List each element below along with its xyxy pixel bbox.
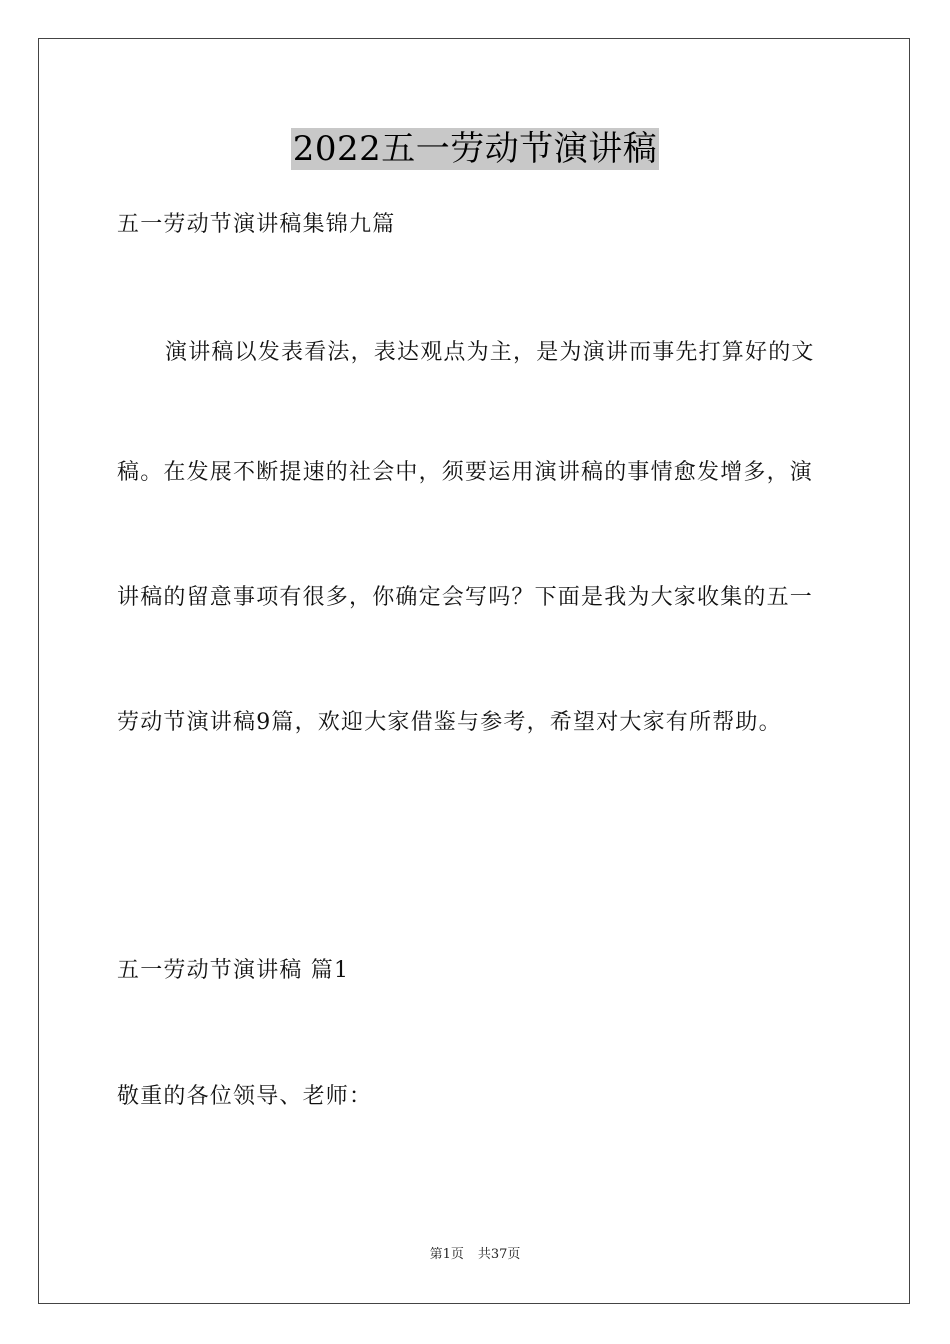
intro-paragraph-line: 稿。在发展不断提速的社会中，须要运用演讲稿的事情愈发增多，演 xyxy=(117,460,814,485)
intro-paragraph-line: 讲稿的留意事项有很多，你确定会写吗？下面是我为大家收集的五一 xyxy=(117,585,814,610)
document-subtitle: 五一劳动节演讲稿集锦九篇 xyxy=(117,212,396,237)
page-footer xyxy=(0,1246,950,1264)
intro-paragraph-line: 演讲稿以发表看法，表达观点为主，是为演讲而事先打算好的文 xyxy=(165,340,815,365)
title-container xyxy=(0,128,950,170)
salutation: 敬重的各位领导、老师： xyxy=(117,1084,373,1109)
page-total: 共37页 xyxy=(477,1247,521,1262)
document-title: 2022五一劳动节演讲稿 xyxy=(292,129,658,169)
intro-paragraph-line: 劳动节演讲稿9篇，欢迎大家借鉴与参考，希望对大家有所帮助。 xyxy=(117,710,782,735)
section-heading: 五一劳动节演讲稿 篇1 xyxy=(117,958,350,983)
page-number: 第1页 xyxy=(429,1247,464,1262)
